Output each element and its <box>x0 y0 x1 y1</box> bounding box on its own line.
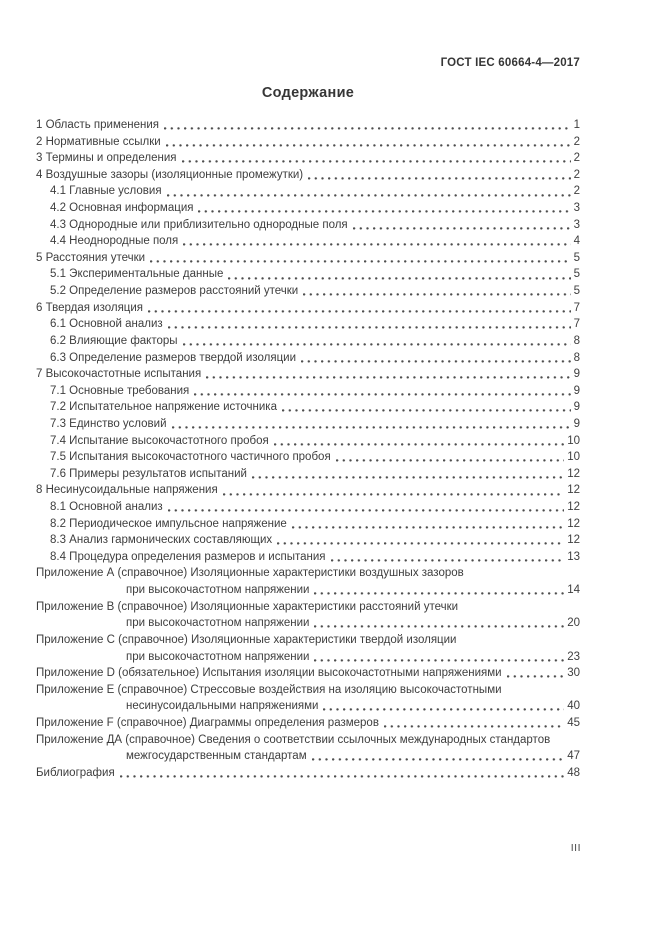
dot-leader <box>277 542 564 545</box>
toc-entry-page: 9 <box>573 417 580 430</box>
toc-entry-page: 9 <box>573 384 580 397</box>
dot-leader <box>323 708 564 711</box>
dot-leader <box>168 509 565 512</box>
toc-entry-text: Приложение F (справочное) Диаграммы определения размеров <box>36 716 379 729</box>
toc-entry-page: 3 <box>573 202 580 215</box>
toc-entry-page: 47 <box>567 750 580 763</box>
dot-leader <box>314 592 564 595</box>
dot-leader <box>168 326 571 329</box>
page-title: Содержание <box>261 85 355 101</box>
toc-entry <box>36 200 580 217</box>
dot-leader <box>331 559 565 562</box>
toc-entry-text: 6.2 Влияющие факторы <box>50 334 178 347</box>
toc-entry-text: 7.4 Испытание высокочастотного пробоя <box>50 434 269 447</box>
dot-leader <box>303 293 570 296</box>
toc-entry-text: Приложение D (обязательное) Испытания изоляции высокочастотными напряжениями <box>36 667 502 680</box>
toc-entry-page: 7 <box>573 301 580 314</box>
toc-entry <box>36 532 580 549</box>
toc-entry-page: 5 <box>573 285 580 298</box>
toc-entry <box>36 167 580 184</box>
toc-entry-text: Приложение В (справочное) Изоляционные характеристики расстояний утечки <box>36 600 459 613</box>
toc-entry-text: 6.1 Основной анализ <box>50 318 163 331</box>
toc-entry <box>36 416 580 433</box>
toc-entry-text: 7.2 Испытательное напряжение источника <box>50 401 277 414</box>
toc-entry-text: 3 Термины и определения <box>36 152 177 165</box>
toc-entry <box>36 150 580 167</box>
dot-leader <box>198 210 570 213</box>
toc-entry-page: 40 <box>567 700 580 713</box>
toc-entry <box>36 300 580 317</box>
toc-entry-text: 5 Расстояния утечки <box>36 251 146 264</box>
toc-entry <box>36 649 580 666</box>
toc-entry-page: 2 <box>573 185 580 198</box>
dot-leader <box>252 476 564 479</box>
toc-entry-page: 1 <box>573 119 580 131</box>
toc-entry-text: Библиография <box>36 766 115 779</box>
dot-leader <box>183 243 570 246</box>
toc-entry <box>36 748 580 765</box>
dot-leader <box>166 144 571 147</box>
toc-entry-text: при высокочастотном напряжении <box>126 617 310 630</box>
toc-entry <box>36 715 580 732</box>
toc-entry <box>36 665 580 682</box>
toc-entry-text: Приложение Е (справочное) Стрессовые воздействия на изоляцию высокочастотными <box>36 683 502 696</box>
toc-entry <box>36 615 580 632</box>
toc-entry <box>36 250 580 267</box>
dot-leader <box>183 343 571 346</box>
dot-leader <box>194 393 570 396</box>
toc-entry <box>36 117 580 134</box>
toc-entry-page: 8 <box>573 351 580 364</box>
toc-entry <box>36 499 580 516</box>
toc-entry-text: 4.3 Однородные или приблизительно однородные поля <box>50 218 348 231</box>
toc-entry <box>36 732 580 749</box>
toc-entry-text: 6 Твердая изоляция <box>36 301 144 314</box>
toc-entry-text: 8 Несинусоидальные напряжения <box>36 484 218 497</box>
toc-entry <box>36 765 580 782</box>
dot-leader <box>120 775 565 778</box>
toc-entry-text: 7.6 Примеры результатов испытаний <box>50 467 247 480</box>
dot-leader <box>282 409 571 412</box>
toc-entry-page: 12 <box>567 467 580 480</box>
toc-entry <box>36 366 580 383</box>
toc-entry-page: 9 <box>573 401 580 414</box>
toc-entry-text: 8.3 Анализ гармонических составляющих <box>50 534 273 547</box>
toc-entry <box>36 565 580 582</box>
toc-entry <box>36 482 580 499</box>
toc-entry-page: 5 <box>573 268 580 281</box>
toc-entry-page: 23 <box>567 650 580 663</box>
dot-leader <box>314 659 564 662</box>
toc-entry-page: 12 <box>567 484 580 497</box>
toc-entry <box>36 599 580 616</box>
toc-entry <box>36 399 580 416</box>
toc-entry <box>36 266 580 283</box>
toc-list <box>36 117 580 781</box>
dot-leader <box>167 194 571 197</box>
toc-entry-page: 3 <box>573 218 580 231</box>
dot-leader <box>164 127 571 130</box>
toc-entry-text: 5.2 Определение размеров расстояний утечки <box>50 285 299 298</box>
toc-entry <box>36 333 580 350</box>
toc-entry-text: 8.4 Процедура определения размеров и испытания <box>50 550 326 563</box>
toc-entry-text: при высокочастотном напряжении <box>126 650 310 663</box>
toc-entry <box>36 383 580 400</box>
toc-entry-text: 7 Высокочастотные испытания <box>36 368 202 381</box>
toc-entry-text: 7.5 Испытания высокочастотного частичного пробоя <box>50 451 331 464</box>
toc-entry <box>36 632 580 649</box>
toc-entry-page: 2 <box>573 135 580 148</box>
toc-entry <box>36 516 580 533</box>
toc-entry-page: 12 <box>567 501 580 514</box>
toc-entry-page: 10 <box>567 434 580 447</box>
toc-entry-text: несинусоидальными напряжениями <box>126 700 319 713</box>
toc-entry <box>36 682 580 699</box>
toc-entry-text: 8.2 Периодическое импульсное напряжение <box>50 517 287 530</box>
toc-entry <box>36 134 580 151</box>
toc-entry-text: Приложение ДА (справочное) Сведения о соответствии ссылочных международных стандартов <box>36 733 551 746</box>
toc-entry-text: 5.1 Экспериментальные данные <box>50 268 224 281</box>
toc-entry-text: Приложение С (справочное) Изоляционные характеристики твердой изоляции <box>36 633 457 646</box>
toc-entry-page: 4 <box>573 235 580 248</box>
toc-entry <box>36 433 580 450</box>
toc-entry-text: межгосударственным стандартам <box>126 750 307 763</box>
toc-entry <box>36 350 580 367</box>
dot-leader <box>150 260 571 263</box>
toc-entry-page: 20 <box>567 617 580 630</box>
dot-leader <box>292 526 564 529</box>
dot-leader <box>353 227 571 230</box>
dot-leader <box>206 376 570 379</box>
toc-entry-page: 12 <box>567 534 580 547</box>
toc-entry-text: при высокочастотном напряжении <box>126 584 310 597</box>
dot-leader <box>301 360 571 363</box>
dot-leader <box>172 426 571 429</box>
toc-entry-page: 7 <box>573 318 580 331</box>
toc-entry-text: 4.1 Главные условия <box>50 185 162 198</box>
dot-leader <box>148 310 571 313</box>
toc-entry <box>36 582 580 599</box>
toc-entry <box>36 217 580 234</box>
toc-entry-page: 30 <box>567 667 580 680</box>
dot-leader <box>507 675 565 678</box>
toc-entry-page: 48 <box>567 766 580 779</box>
toc-entry-page: 45 <box>567 716 580 729</box>
toc-entry <box>36 316 580 333</box>
toc-entry-page: 12 <box>567 517 580 530</box>
dot-leader <box>223 493 564 496</box>
toc-entry-page: 2 <box>573 168 580 181</box>
toc-entry <box>36 283 580 300</box>
toc-entry-text: 1 Область применения <box>36 119 160 131</box>
dot-leader <box>274 443 564 446</box>
document-code: ГОСТ IEC 60664-4—2017 <box>440 57 580 69</box>
page-number: III <box>570 842 581 854</box>
toc-entry-text: 8.1 Основной анализ <box>50 501 163 514</box>
toc-entry-text: 4 Воздушные зазоры (изоляционные промежутки) <box>36 168 304 181</box>
dot-leader <box>384 725 564 728</box>
toc-entry <box>36 233 580 250</box>
dot-leader <box>228 277 570 280</box>
toc-entry-page: 5 <box>573 251 580 264</box>
toc-entry <box>36 698 580 715</box>
toc-entry-text: 4.4 Неоднородные поля <box>50 235 179 248</box>
toc-entry <box>36 449 580 466</box>
toc-entry-text: 4.2 Основная информация <box>50 202 194 215</box>
toc-entry-text: Приложение А (справочное) Изоляционные характеристики воздушных зазоров <box>36 567 464 580</box>
toc-entry-page: 14 <box>567 584 580 597</box>
toc-entry-page: 2 <box>573 152 580 165</box>
dot-leader <box>308 177 570 180</box>
toc-entry-text: 6.3 Определение размеров твердой изоляции <box>50 351 297 364</box>
toc-entry-page: 8 <box>573 334 580 347</box>
dot-leader <box>336 459 565 462</box>
dot-leader <box>314 625 564 628</box>
toc-entry-page: 13 <box>567 550 580 563</box>
toc-entry-text: 7.3 Единство условий <box>50 417 167 430</box>
toc-entry-text: 7.1 Основные требования <box>50 384 190 397</box>
toc-entry-page: 9 <box>573 368 580 381</box>
dot-leader <box>312 758 565 761</box>
toc-entry-page: 10 <box>567 451 580 464</box>
dot-leader <box>182 160 571 163</box>
toc-entry-text: 2 Нормативные ссылки <box>36 135 161 148</box>
toc-entry <box>36 466 580 483</box>
toc-entry <box>36 549 580 566</box>
toc-entry <box>36 183 580 200</box>
